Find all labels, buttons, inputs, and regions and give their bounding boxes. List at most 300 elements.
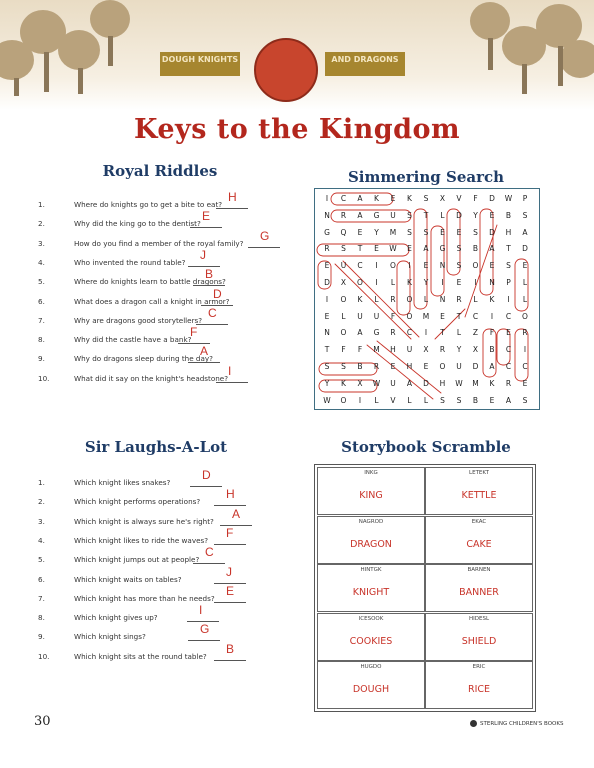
unscrambled-answer: DRAGON	[350, 538, 392, 550]
grid-letter: W	[504, 194, 513, 203]
grid-letter: U	[373, 311, 380, 321]
grid-letter: S	[324, 362, 330, 371]
riddles-question-row	[38, 305, 300, 326]
grid-letter: E	[440, 311, 445, 321]
question-text: Where do knights go to get a bite to eat?	[74, 200, 223, 209]
scramble-cell	[317, 564, 425, 612]
dough-knights-banner	[150, 38, 440, 86]
question-text: Which knight jumps out at people?	[74, 555, 200, 565]
question-number: 8.	[38, 335, 45, 345]
answer-letter: E	[202, 209, 211, 224]
grid-letter: I	[375, 261, 378, 271]
grid-letter: U	[357, 311, 363, 321]
grid-letter: Y	[324, 378, 330, 388]
grid-letter: R	[324, 244, 330, 254]
grid-letter: A	[423, 244, 429, 254]
question-text: Which knight waits on tables?	[74, 574, 182, 584]
answer-line	[188, 640, 220, 641]
riddles-question-row	[38, 190, 300, 210]
grid-letter: W	[455, 378, 463, 388]
grid-letter: L	[440, 210, 445, 220]
answer-line	[216, 382, 248, 383]
question-text: Which knight likes to ride the waves?	[74, 535, 209, 545]
grid-letter: R	[390, 328, 396, 338]
publisher-brand	[470, 720, 563, 727]
question-text: Why did the castle have a bank?	[74, 335, 192, 345]
answer-letter: D	[202, 468, 211, 482]
riddles-question-row	[38, 228, 300, 249]
grid-letter: D	[472, 362, 479, 371]
grid-letter: I	[325, 294, 329, 304]
grid-letter: T	[456, 311, 462, 321]
question-number: 1.	[38, 478, 45, 487]
grid-letter: V	[390, 395, 396, 405]
scramble-cell	[317, 613, 425, 661]
grid-letter: Y	[374, 227, 379, 237]
grid-letter: A	[357, 194, 363, 203]
grid-letter: O	[390, 261, 396, 271]
grid-letter: E	[456, 278, 462, 287]
grid-letter: G	[439, 244, 446, 254]
laughs-question-row	[38, 468, 300, 488]
question-text: Who invented the round table?	[74, 257, 186, 267]
grid-letter: S	[440, 395, 445, 405]
grid-letter: Y	[456, 345, 462, 355]
page-title: Keys to the Kingdom	[133, 114, 461, 145]
grid-letter: D	[489, 194, 495, 203]
grid-letter: S	[456, 395, 462, 405]
answer-letter: H	[226, 487, 235, 502]
question-text: Which knight likes snakes?	[74, 478, 171, 487]
grid-letter: W	[372, 378, 381, 388]
grid-letter: H	[390, 345, 396, 355]
scrambled-word: INKG	[364, 470, 378, 476]
question-number: 9.	[38, 354, 45, 364]
question-number: 1.	[38, 200, 45, 209]
grid-letter: S	[522, 395, 528, 405]
grid-letter: T	[423, 210, 429, 220]
question-text: What does a dragon call a knight in armor?	[74, 296, 230, 306]
grid-letter: T	[440, 328, 445, 338]
grid-letter: L	[423, 294, 429, 304]
question-number: 10.	[38, 373, 50, 383]
scrambled-word: EKAC	[471, 518, 487, 525]
grid-letter: D	[423, 378, 429, 388]
laughs-question-row	[38, 603, 300, 623]
answer-letter: I	[199, 603, 203, 618]
answer-line	[188, 362, 220, 363]
unscrambled-answer: KNIGHT	[352, 587, 390, 598]
unscrambled-answer: COOKIES	[349, 635, 393, 647]
grid-letter: V	[456, 194, 462, 203]
answer-line	[248, 247, 280, 248]
answer-line	[190, 486, 222, 487]
scrambled-word: ERIC	[472, 664, 486, 670]
grid-letter: P	[506, 278, 511, 287]
grid-letter: P	[522, 194, 528, 203]
grid-letter: B	[489, 345, 495, 355]
grid-letter: L	[374, 294, 379, 304]
laughs-question-row	[38, 487, 300, 507]
grid-letter: S	[423, 194, 429, 203]
royal-riddles-title: Royal Riddles	[102, 162, 218, 180]
grid-letter: C	[357, 261, 363, 271]
grid-letter: E	[407, 244, 412, 254]
grid-letter: W	[389, 244, 397, 254]
grid-letter: K	[489, 378, 495, 388]
answer-letter: H	[228, 190, 237, 204]
grid-letter: E	[324, 311, 330, 321]
riddles-question-row	[38, 286, 300, 307]
question-text: Which knight has more than he needs?	[74, 593, 215, 603]
scrambled-word: LETEKT	[469, 470, 489, 476]
question-text: Which knight is always sure he's right?	[74, 516, 214, 526]
scrambled-word: HIDESL	[468, 615, 490, 622]
grid-letter: T	[324, 345, 330, 355]
publisher-brand-label: STERLING CHILDREN'S BOOKS	[480, 721, 564, 727]
question-text: Why do dragons sleep during the day?	[74, 354, 213, 364]
grid-letter: K	[341, 378, 346, 388]
riddles-question-row	[38, 267, 300, 287]
grid-letter: M	[389, 227, 397, 237]
answer-letter: F	[226, 525, 234, 540]
answer-line	[201, 305, 233, 306]
grid-letter: W	[323, 395, 331, 405]
grid-letter: E	[456, 227, 462, 237]
question-number: 2.	[38, 219, 45, 229]
grid-letter: M	[373, 345, 380, 355]
grid-letter: E	[390, 194, 396, 203]
grid-letter: N	[439, 261, 446, 271]
laughs-question-row	[38, 564, 300, 585]
grid-letter: H	[406, 362, 413, 371]
grid-letter: U	[340, 261, 347, 271]
grid-letter: U	[390, 210, 396, 220]
answer-line	[220, 525, 252, 526]
grid-letter: E	[522, 261, 528, 271]
question-number: 5.	[38, 555, 45, 565]
grid-letter: L	[456, 328, 462, 338]
grid-letter: G	[373, 210, 380, 220]
page-number: 30	[34, 714, 51, 729]
banner-right-label: AND DRAGONS	[325, 52, 405, 76]
grid-letter: S	[341, 244, 346, 254]
answer-letter: C	[205, 545, 214, 560]
grid-letter: C	[505, 345, 512, 355]
grid-letter: O	[340, 395, 347, 405]
answer-letter: J	[200, 247, 206, 262]
grid-letter: S	[473, 227, 478, 237]
riddles-question-row	[38, 344, 300, 364]
grid-letter: X	[357, 378, 363, 388]
grid-letter: S	[341, 362, 346, 371]
grid-letter: T	[506, 244, 511, 254]
unscrambled-answer: SHIELD	[461, 635, 497, 647]
question-number: 4.	[38, 257, 45, 267]
grid-letter: R	[373, 362, 380, 371]
grid-letter: B	[472, 395, 479, 405]
grid-letter: I	[375, 278, 378, 287]
laughs-question-row	[38, 545, 300, 565]
scrambled-word: HINTGK	[360, 567, 382, 573]
simmering-search-title: Simmering Search	[347, 168, 505, 186]
question-number: 6.	[38, 296, 45, 306]
grid-letter: E	[489, 395, 495, 405]
grid-letter: S	[522, 210, 528, 220]
question-number: 9.	[38, 632, 45, 642]
answer-line	[188, 266, 220, 267]
dragon-icon	[254, 38, 318, 102]
grid-letter: A	[357, 210, 363, 220]
grid-letter: O	[340, 294, 347, 304]
question-number: 3.	[38, 516, 45, 526]
grid-letter: R	[390, 294, 396, 304]
scramble-cell	[425, 516, 533, 564]
question-text: Why did the king go to the dentist?	[74, 219, 201, 229]
grid-letter: B	[472, 244, 479, 254]
question-number: 5.	[38, 277, 45, 287]
grid-letter: K	[374, 194, 379, 203]
question-number: 4.	[38, 535, 45, 545]
grid-letter: G	[373, 328, 380, 338]
grid-letter: B	[357, 362, 363, 371]
scramble-cell	[425, 613, 533, 661]
grid-letter: E	[489, 210, 495, 220]
grid-letter: Y	[423, 278, 429, 287]
grid-letter: G	[324, 227, 330, 237]
laughs-question-row	[38, 506, 300, 527]
grid-letter: S	[407, 210, 412, 220]
grid-letter: F	[489, 328, 495, 338]
scramble-cell	[425, 564, 533, 612]
grid-letter: I	[358, 395, 362, 405]
answer-letter: A	[200, 344, 209, 359]
grid-letter: I	[507, 294, 510, 304]
grid-letter: L	[390, 278, 396, 287]
unscrambled-answer: KING	[359, 490, 383, 501]
grid-letter: E	[374, 244, 379, 254]
grid-letter: N	[324, 210, 330, 220]
grid-letter: C	[472, 311, 479, 321]
answer-letter: C	[208, 305, 217, 320]
grid-letter: U	[456, 362, 462, 371]
laughs-question-row	[38, 622, 300, 642]
grid-letter: E	[522, 378, 528, 388]
grid-letter: E	[440, 227, 445, 237]
answer-letter: A	[232, 506, 241, 521]
answer-line	[193, 563, 225, 564]
grid-letter: E	[423, 261, 429, 271]
grid-letter: L	[522, 294, 528, 304]
scramble-cell	[317, 467, 425, 515]
grid-letter: O	[439, 362, 446, 371]
answer-line	[214, 660, 246, 661]
grid-letter: R	[522, 328, 528, 338]
question-text: Which knight sits at the round table?	[74, 651, 207, 661]
grid-letter: C	[505, 311, 512, 321]
question-text: How do you find a member of the royal family?	[74, 238, 244, 248]
grid-letter: B	[505, 210, 512, 220]
grid-letter: E	[489, 261, 495, 271]
grid-letter: L	[407, 395, 412, 405]
grid-letter: O	[406, 311, 413, 321]
grid-letter: F	[357, 345, 363, 355]
answer-line	[214, 505, 246, 506]
scramble-cell	[425, 467, 533, 515]
answer-line	[214, 602, 246, 603]
question-number: 10.	[38, 651, 50, 661]
grid-letter: A	[489, 362, 495, 371]
answer-letter: D	[213, 286, 222, 301]
answer-letter: G	[200, 622, 210, 637]
grid-letter: O	[406, 294, 413, 304]
grid-letter: H	[439, 378, 446, 388]
banner-left-label: DOUGH KNIGHTS	[160, 52, 240, 76]
answer-line	[196, 324, 228, 325]
grid-letter: I	[325, 194, 329, 203]
grid-letter: I	[490, 311, 494, 321]
question-text: Which knight sings?	[74, 632, 146, 642]
grid-letter: C	[522, 362, 528, 371]
unscrambled-answer: KETTLE	[461, 490, 497, 501]
question-number: 7.	[38, 593, 45, 603]
scrambled-word: BARNEN	[467, 567, 491, 573]
question-text: Where do knights learn to battle dragons?	[74, 277, 226, 287]
grid-letter: S	[423, 227, 429, 237]
grid-letter: S	[506, 261, 511, 271]
storybook-scramble-grid	[314, 464, 536, 712]
grid-letter: D	[522, 244, 528, 254]
grid-letter: I	[408, 261, 411, 271]
answer-line	[216, 208, 248, 209]
answer-letter: F	[190, 325, 198, 340]
grid-letter: C	[340, 194, 347, 203]
grid-letter: L	[341, 311, 346, 321]
word-search-grid	[314, 188, 540, 410]
scrambled-word: ICESOOK	[358, 615, 384, 622]
answer-letter: G	[260, 228, 270, 243]
question-text: Which knight gives up?	[74, 613, 158, 623]
grid-letter: F	[390, 311, 396, 321]
grid-letter: S	[407, 227, 412, 237]
grid-letter: K	[489, 294, 495, 304]
answer-letter: E	[226, 583, 235, 598]
question-number: 6.	[38, 574, 45, 584]
question-text: Why are dragons good storytellers?	[74, 315, 203, 325]
grid-letter: O	[357, 278, 363, 287]
unscrambled-answer: BANNER	[459, 587, 499, 598]
grid-letter: A	[489, 244, 495, 254]
grid-letter: M	[422, 311, 430, 321]
grid-letter: E	[506, 328, 511, 338]
question-number: 2.	[38, 497, 45, 507]
grid-letter: I	[424, 328, 428, 338]
answer-line	[214, 544, 246, 545]
riddles-question-row	[38, 247, 300, 268]
grid-letter: C	[505, 362, 512, 371]
laughs-question-row	[38, 641, 300, 662]
grid-letter: X	[439, 194, 446, 203]
answer-letter: J	[226, 564, 232, 579]
grid-letter: A	[505, 395, 512, 405]
unscrambled-answer: RICE	[467, 684, 491, 695]
grid-letter: N	[324, 328, 330, 338]
grid-letter: I	[441, 278, 444, 287]
grid-letter: O	[472, 261, 479, 271]
grid-letter: X	[423, 345, 429, 355]
grid-letter: D	[324, 278, 330, 287]
question-text: Which knight performs operations?	[74, 497, 201, 507]
grid-letter: C	[406, 328, 413, 338]
scramble-cell	[317, 516, 425, 564]
grid-letter: R	[456, 294, 462, 304]
answer-letter: I	[228, 363, 232, 378]
grid-letter: U	[406, 345, 413, 355]
scramble-cell	[425, 661, 533, 709]
question-text: What did it say on the knight's headstone?	[74, 373, 229, 383]
grid-letter: L	[374, 395, 379, 405]
grid-letter: F	[473, 194, 478, 203]
answer-letter: B	[226, 641, 235, 656]
grid-letter: R	[340, 210, 347, 220]
question-number: 3.	[38, 238, 45, 248]
laughs-question-row	[38, 583, 300, 604]
grid-letter: Y	[473, 210, 478, 220]
scramble-cell	[317, 661, 425, 709]
answer-line	[190, 227, 222, 228]
grid-letter: K	[407, 194, 412, 203]
grid-letter: O	[522, 311, 528, 321]
riddles-question-row	[38, 363, 300, 384]
unscrambled-answer: CAKE	[466, 538, 492, 550]
grid-letter: H	[505, 227, 512, 237]
grid-letter: E	[390, 362, 396, 371]
grid-letter: A	[406, 378, 413, 388]
riddles-question-row	[38, 325, 300, 345]
grid-letter: K	[407, 278, 412, 287]
grid-letter: I	[523, 345, 527, 355]
grid-letter: D	[456, 210, 462, 220]
sterling-logo-icon	[470, 720, 477, 727]
grid-letter: I	[474, 278, 477, 287]
storybook-scramble-title: Storybook Scramble	[341, 438, 511, 456]
grid-letter: U	[390, 378, 396, 388]
grid-letter: Z	[472, 328, 479, 338]
grid-letter: A	[357, 328, 363, 338]
grid-letter: Q	[340, 227, 347, 237]
grid-letter: E	[423, 362, 429, 371]
grid-letter: X	[340, 278, 347, 287]
laughs-question-row	[38, 525, 300, 546]
unscrambled-answer: DOUGH	[352, 684, 390, 695]
grid-letter: S	[456, 261, 462, 271]
grid-letter: E	[324, 261, 330, 271]
question-number: 8.	[38, 613, 45, 623]
grid-letter: R	[439, 345, 446, 355]
answer-letter: B	[205, 267, 214, 282]
grid-letter: N	[489, 278, 495, 287]
grid-letter: O	[340, 328, 347, 338]
grid-letter: L	[423, 395, 429, 405]
grid-letter: T	[357, 244, 363, 254]
grid-letter: R	[505, 378, 512, 388]
grid-letter: S	[456, 244, 462, 254]
grid-letter: N	[439, 294, 446, 304]
grid-letter: D	[489, 227, 495, 237]
grid-letter: E	[357, 227, 363, 237]
grid-letter: F	[341, 345, 346, 355]
question-number: 7.	[38, 315, 45, 325]
